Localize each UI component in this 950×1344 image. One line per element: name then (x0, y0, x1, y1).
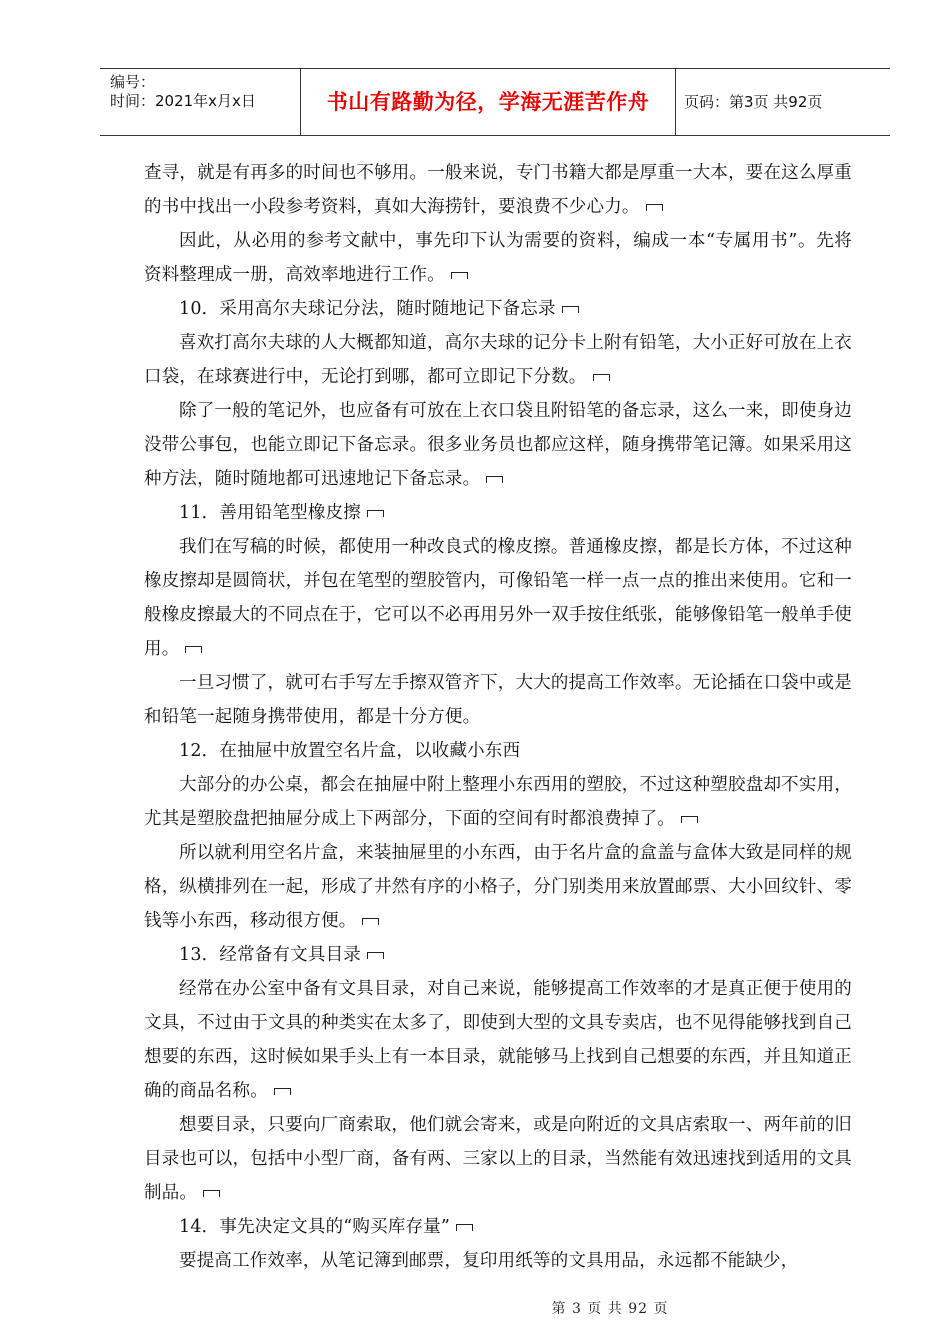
paragraph-mark-icon (646, 204, 663, 211)
page-header (100, 68, 890, 136)
page-footer (0, 1298, 950, 1318)
paragraph-mark-icon (681, 816, 698, 823)
paragraph-mark-icon (456, 1224, 473, 1231)
document-body (144, 156, 852, 1278)
header-motto: 书山有路勤为径，学海无涯苦作舟 (301, 69, 676, 135)
paragraph-mark-icon (367, 952, 384, 959)
paragraph-mark-icon (203, 1190, 220, 1197)
paragraph-text: 除了一般的笔记外，也应备有可放在上衣口袋且附铅笔的备忘录，这么一来，即使身边没带公事包，也能立即记下备忘录。很多业务员也都应这样，随身携带笔记簿。如果采用这种方法，随时随地都可迅速地记下备忘录。 (144, 401, 852, 489)
document-time-label: 时间：2021年x月x日 (110, 92, 256, 110)
paragraph-text: 12．在抽屉中放置空名片盒，以收藏小东西 (179, 741, 521, 761)
paragraph-mark-icon (274, 1088, 291, 1095)
paragraph-text: 13．经常备有文具目录 (179, 945, 361, 965)
body-paragraph (144, 734, 852, 768)
body-paragraph (144, 768, 852, 836)
body-paragraph (144, 1108, 852, 1210)
body-paragraph (144, 1244, 852, 1278)
paragraph-mark-icon (486, 476, 503, 483)
paragraph-text: 14．事先决定文具的“购买库存量” (179, 1217, 451, 1237)
paragraph-text: 11．善用铅笔型橡皮擦 (179, 503, 361, 523)
paragraph-mark-icon (562, 306, 579, 313)
paragraph-text: 所以就利用空名片盒，来装抽屉里的小东西，由于名片盒的盒盖与盒体大致是同样的规格，纵横排列在一起，形成了井然有序的小格子，分门别类用来放置邮票、大小回纹针、零钱等小东西，移动很方便。 (144, 843, 852, 931)
paragraph-text: 想要目录，只要向厂商索取，他们就会寄来，或是向附近的文具店索取一、两年前的旧目录也可以，包括中小型厂商，备有两、三家以上的目录，当然能有效迅速找到适用的文具制品。 (144, 1115, 852, 1203)
paragraph-mark-icon (451, 272, 468, 279)
body-paragraph (144, 530, 852, 666)
header-page-label: 页码：第3页 共92页 (684, 93, 823, 111)
paragraph-text: 一旦习惯了，就可右手写左手擦双管齐下，大大的提高工作效率。无论插在口袋中或是和铅笔一起随身携带使用，都是十分方便。 (144, 673, 852, 727)
header-meta (100, 69, 301, 135)
body-paragraph (144, 1210, 852, 1244)
paragraph-mark-icon (185, 646, 202, 653)
body-paragraph (144, 224, 852, 292)
document-number-label: 编号： (110, 73, 156, 91)
paragraph-mark-icon (593, 374, 610, 381)
body-paragraph (144, 972, 852, 1108)
body-paragraph (144, 496, 852, 530)
paragraph-text: 因此，从必用的参考文献中，事先印下认为需要的资料，编成一本“专属用书”。先将资料整理成一册，高效率地进行工作。 (144, 231, 852, 285)
paragraph-text: 喜欢打高尔夫球的人大概都知道，高尔夫球的记分卡上附有铅笔，大小正好可放在上衣口袋，在球赛进行中，无论打到哪，都可立即记下分数。 (144, 333, 852, 387)
body-paragraph (144, 836, 852, 938)
paragraph-text: 我们在写稿的时候，都使用一种改良式的橡皮擦。普通橡皮擦，都是长方体，不过这种橡皮擦却是圆筒状，并包在笔型的塑胶管内，可像铅笔一样一点一点的推出来使用。它和一般橡皮擦最大的不同点在于，它可以不必再用另外一双手按住纸张，能够像铅笔一般单手使用。 (144, 537, 852, 659)
paragraph-mark-icon (362, 918, 379, 925)
paragraph-text: 要提高工作效率，从笔记簿到邮票，复印用纸等的文具用品，永远都不能缺少， (179, 1251, 799, 1271)
paragraph-mark-icon (367, 510, 384, 517)
body-paragraph (144, 666, 852, 734)
body-paragraph (144, 394, 852, 496)
body-paragraph (144, 938, 852, 972)
footer-page-number: 第 3 页 共 92 页 (551, 1301, 669, 1317)
paragraph-text: 经常在办公室中备有文具目录，对自己来说，能够提高工作效率的才是真正便于使用的文具，不过由于文具的种类实在太多了，即使到大型的文具专卖店，也不见得能够找到自己想要的东西，这时候如果手头上有一本目录，就能够马上找到自己想要的东西，并且知道正确的商品名称。 (144, 979, 852, 1101)
paragraph-text: 10．采用高尔夫球记分法，随时随地记下备忘录 (179, 299, 556, 319)
body-paragraph (144, 156, 852, 224)
paragraph-text: 查寻，就是有再多的时间也不够用。一般来说，专门书籍大都是厚重一大本，要在这么厚重的书中找出一小段参考资料，真如大海捞针，要浪费不少心力。 (144, 163, 852, 217)
paragraph-text: 大部分的办公桌，都会在抽屉中附上整理小东西用的塑胶，不过这种塑胶盘却不实用，尤其是塑胶盘把抽屉分成上下两部分，下面的空间有时都浪费掉了。 (144, 775, 852, 829)
body-paragraph (144, 326, 852, 394)
body-paragraph (144, 292, 852, 326)
